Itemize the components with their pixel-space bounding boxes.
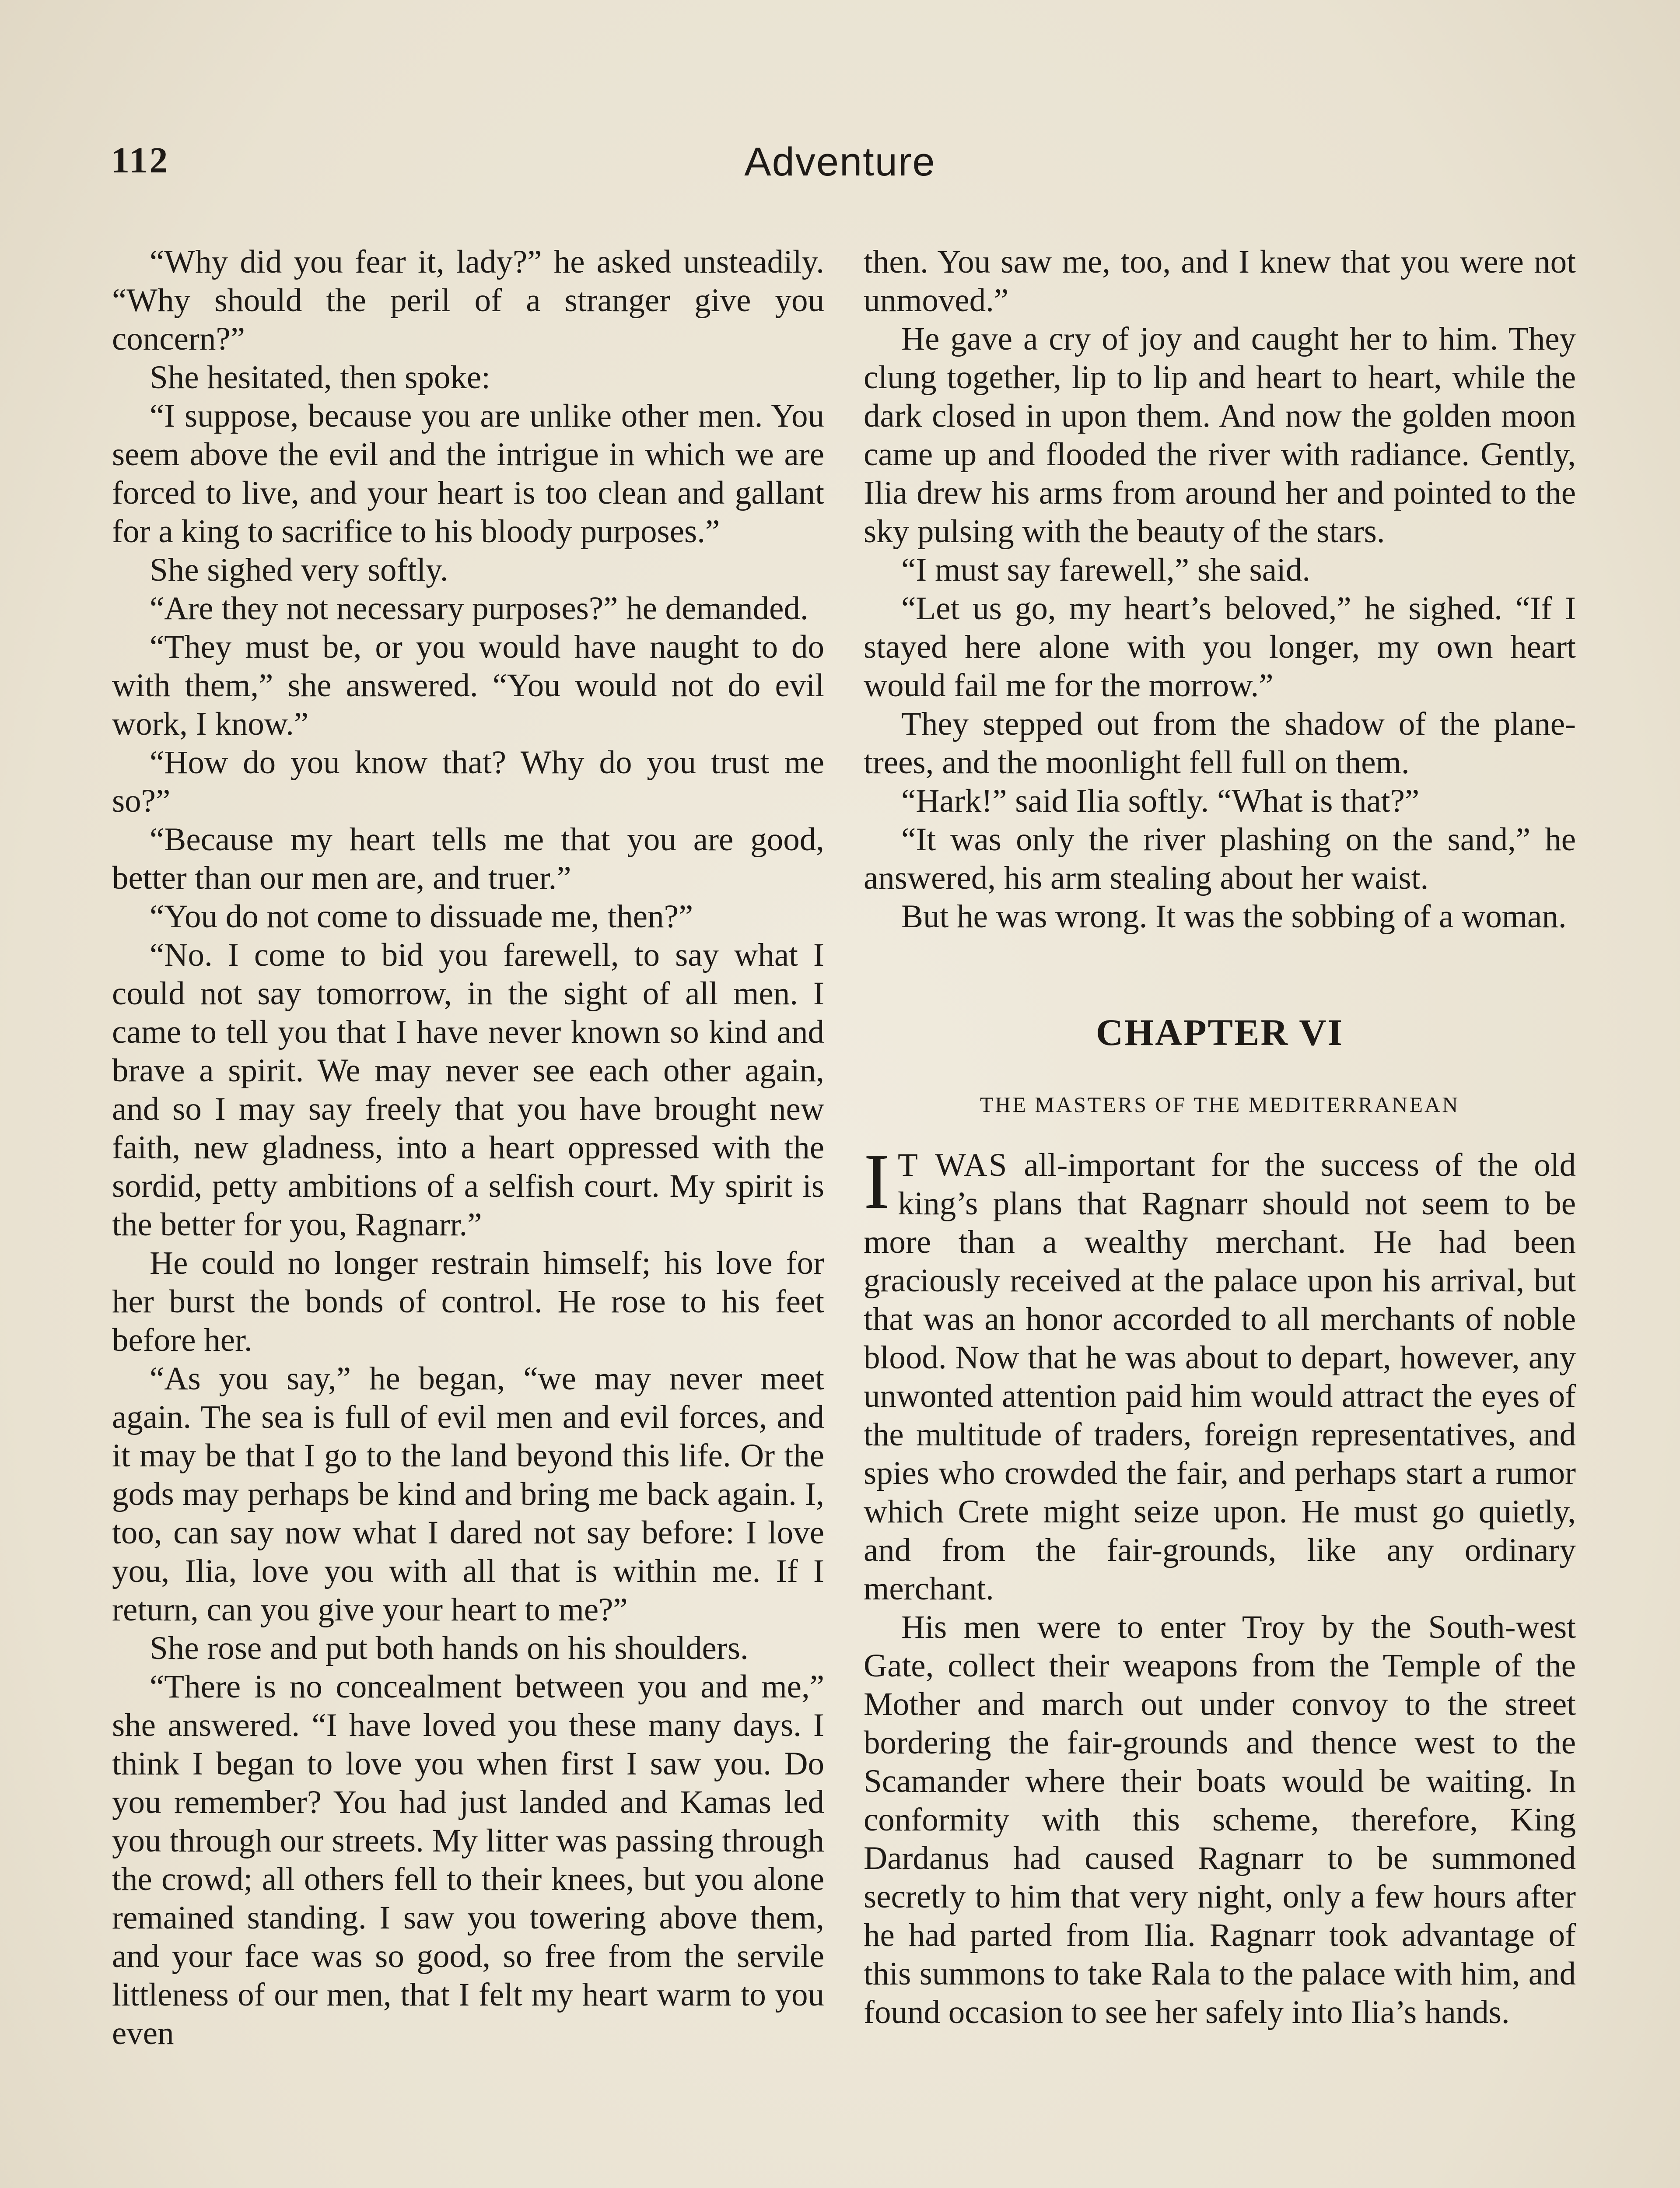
paragraph: “As you say,” he began, “we may never meet again. The sea is full of evil men and evil forces, and it may be that I go to the land beyond this life. Or the gods may perhaps be kind and bring me back again. I, too, can say now what I dared not say before: I love you, Ilia, love you with all that is within me. If I return, can you give your heart to me?” <box>112 1360 824 1628</box>
chapter-title: CHAPTER VI <box>1096 1011 1344 1053</box>
paragraph: They stepped out from the shadow of the plane-trees, and the moonlight fell full on them. <box>864 706 1576 781</box>
page-number: 112 <box>111 140 170 181</box>
opening-caps: T WAS <box>897 1147 1008 1183</box>
paragraph: “Hark!” said Ilia softly. “What is that?” <box>901 783 1420 819</box>
paragraph: “How do you know that? Why do you trust me so?” <box>112 744 824 819</box>
left-column <box>112 243 824 2053</box>
right-column <box>864 243 1576 2032</box>
chapter-subtitle: THE MASTERS OF THE MEDITERRANEAN <box>980 1092 1460 1117</box>
paragraph: “I suppose, because you are unlike other men. You seem above the evil and the intrigue in which we are forced to live, and your heart is too clean and gallant for a king to sacrifice to his bloody purposes.” <box>112 398 824 550</box>
running-title: Adventure <box>744 140 936 184</box>
opening-paragraph <box>864 1138 1576 1608</box>
paragraph: She sighed very softly. <box>150 552 448 588</box>
paragraph: “They must be, or you would have naught to do with them,” she answered. “You would not do evil work, I know.” <box>112 629 824 742</box>
drop-cap: I <box>864 1138 890 1225</box>
paragraph: “I must say farewell,” she said. <box>901 552 1311 588</box>
opening-text: all-important for the success of the old king’s plans that Ragnarr should not seem to be more than a wealthy merchant. He had been graciously received at the palace upon his arrival, but that was an honor accorded to all merchants of noble blood. Now that he was about to depart, however, any unwonted attention paid him would attract the eyes of the multitude of traders, foreign representatives, and spies who crowded the fair, and perhaps start a rumor which Crete might seize upon. He must go quietly, and from the fair-grounds, like any ordinary merchant. <box>864 1147 1576 1607</box>
paragraph: She rose and put both hands on his shoulders. <box>150 1630 749 1666</box>
paragraph: He could no longer restrain himself; his love for her burst the bonds of control. He rose to his feet before her. <box>112 1245 824 1358</box>
paragraph: “It was only the river plashing on the sand,” he answered, his arm stealing about her waist. <box>864 821 1576 896</box>
paragraph: “Are they not necessary purposes?” he demanded. <box>150 590 808 627</box>
paragraph: “There is no concealment between you and me,” she answered. “I have loved you these many days. I think I began to love you when first I saw you. Do you remember? You had just landed and Kamas led you through our streets. My litter was passing through the crowd; all others fell to their knees, but you alone remained standing. I saw you towering above them, and your face was so good, so free from the servile littleness of our men, that I felt my heart warm to you even <box>112 1669 824 2051</box>
paragraph: “Let us go, my heart’s beloved,” he sighed. “If I stayed here alone with you longer, my own heart would fail me for the morrow.” <box>864 590 1576 704</box>
chapter-heading <box>864 1010 1576 1120</box>
paragraph: “No. I come to bid you farewell, to say what I could not say tomorrow, in the sight of all men. I came to tell you that I have never known so kind and brave a spirit. We may never see each other again, and so I may say freely that you have brought new faith, new gladness, into a heart oppressed with the sordid, petty ambitions of a selfish court. My spirit is the better for you, Ragnarr.” <box>112 937 824 1243</box>
paragraph: “You do not come to dissuade me, then?” <box>150 898 693 935</box>
page-header <box>111 139 1569 192</box>
paragraph: “Because my heart tells me that you are good, better than our men are, and truer.” <box>112 821 824 896</box>
paragraph: His men were to enter Troy by the South-west Gate, collect their weapons from the Temple of the Mother and march out under convoy to the street bordering the fair-grounds and thence west to the Scamander where their boats would be waiting. In conformity with this scheme, therefore, King Dardanus had caused Ragnarr to be summoned secretly to him that very night, only a few hours after he had parted from Ilia. Ragnarr took advantage of this summons to take Rala to the palace with him, and found occasion to see her safely into Ilia’s hands. <box>864 1609 1576 2030</box>
paragraph: He gave a cry of joy and caught her to him. They clung together, lip to lip and heart to heart, while the dark closed in upon them. And now the golden moon came up and flooded the river with radiance. Gently, Ilia drew his arms from around her and pointed to the sky pulsing with the beauty of the stars. <box>864 321 1576 550</box>
continued-paragraph: then. You saw me, too, and I knew that you were not unmoved.” <box>864 244 1576 319</box>
paragraph: “Why did you fear it, lady?” he asked unsteadily. “Why should the peril of a stranger give you concern?” <box>112 244 824 357</box>
paragraph: She hesitated, then spoke: <box>150 359 491 396</box>
paragraph: But he was wrong. It was the sobbing of a woman. <box>901 898 1567 935</box>
